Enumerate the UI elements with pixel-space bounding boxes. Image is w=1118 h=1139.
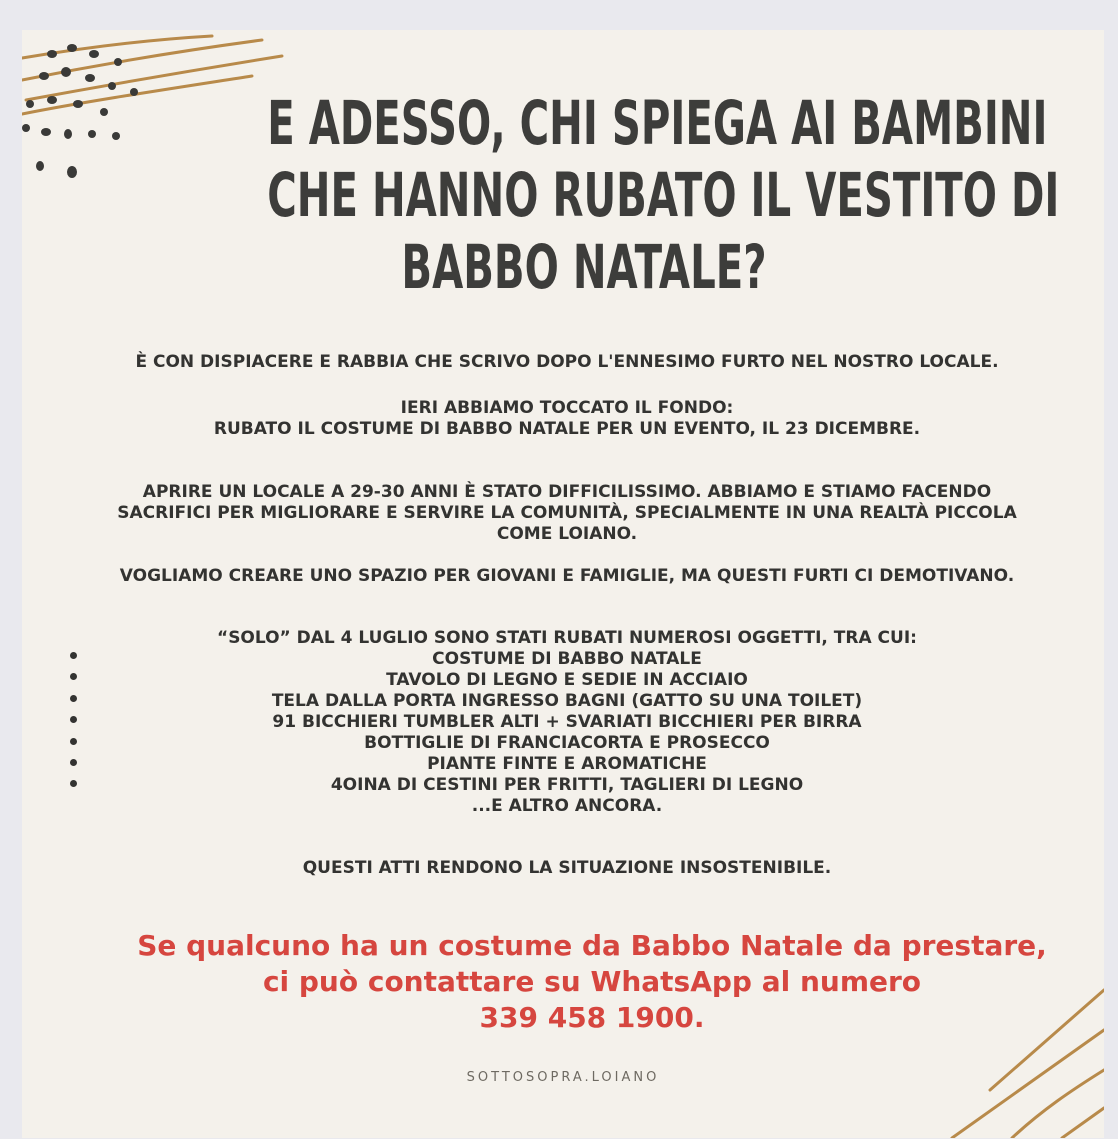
list-item: PIANTE FINTE E AROMATICHE	[427, 754, 707, 774]
list-intro: “SOLO” DAL 4 LUGLIO SONO STATI RUBATI NUMEROSI OGGETTI, TRA CUI:	[217, 628, 917, 648]
call-to-action	[62, 928, 1104, 1036]
post-card	[22, 30, 1104, 1138]
effort-paragraph	[52, 482, 1082, 545]
list-item: TAVOLO DI LEGNO E SEDIE IN ACCIAIO	[386, 670, 748, 690]
bullet-dot	[70, 738, 77, 745]
bullet-dot	[70, 652, 77, 659]
list-item: BOTTIGLIE DI FRANCIACORTA E PROSECCO	[364, 733, 770, 753]
conclusion-line: QUESTI ATTI RENDONO LA SITUAZIONE INSOSTENIBILE.	[302, 858, 832, 878]
list-item: COSTUME DI BABBO NATALE	[432, 649, 702, 669]
list-more: ...E ALTRO ANCORA.	[471, 796, 663, 816]
headline-line-1: E ADESSO, CHI SPIEGA AI BAMBINI	[267, 88, 1048, 159]
post-headline	[267, 88, 1060, 304]
headline-line-2: CHE HANNO RUBATO IL VESTITO DI	[267, 160, 1060, 231]
bullet-markers	[70, 652, 90, 802]
goal-line: VOGLIAMO CREARE UNO SPAZIO PER GIOVANI E FAMIGLIE, MA QUESTI FURTI CI DEMOTIVANO.	[119, 566, 1015, 586]
cta-line-2: ci può contattare su WhatsApp al numero	[262, 965, 922, 998]
goal-paragraph	[52, 566, 1082, 587]
intro-line: È CON DISPIACERE E RABBIA CHE SCRIVO DOPO L'ENNESIMO FURTO NEL NOSTRO LOCALE.	[135, 352, 999, 372]
cta-phone-number: 339 458 1900.	[479, 1001, 705, 1034]
bottom-line-1: IERI ABBIAMO TOCCATO IL FONDO:	[400, 398, 734, 418]
stolen-list-block	[52, 628, 1082, 817]
intro-paragraph	[52, 352, 1082, 373]
conclusion-paragraph	[52, 858, 1082, 879]
effort-line-2: SACRIFICI PER MIGLIORARE E SERVIRE LA COMUNITÀ, SPECIALMENTE IN UNA REALTÀ PICCOLA	[117, 503, 1017, 523]
top-left-dots	[22, 44, 138, 178]
bottom-line-paragraph	[52, 398, 1082, 440]
headline-line-3: BABBO NATALE?	[401, 232, 767, 303]
cta-line-1: Se qualcuno ha un costume da Babbo Natale da prestare,	[137, 929, 1047, 962]
bullet-dot	[70, 759, 77, 766]
list-item: TELA DALLA PORTA INGRESSO BAGNI (GATTO SU UNA TOILET)	[271, 691, 863, 711]
bottom-line-2: RUBATO IL COSTUME DI BABBO NATALE PER UN EVENTO, IL 23 DICEMBRE.	[213, 419, 921, 439]
account-signature: SOTTOSOPRA.LOIANO	[466, 1070, 660, 1085]
top-left-gold-strokes	[22, 36, 282, 114]
bullet-dot	[70, 673, 77, 680]
bullet-dot	[70, 780, 77, 787]
list-item: 91 BICCHIERI TUMBLER ALTI + SVARIATI BICCHIERI PER BIRRA	[272, 712, 862, 732]
list-item: 4OINA DI CESTINI PER FRITTI, TAGLIERI DI LEGNO	[330, 775, 804, 795]
effort-line-1: APRIRE UN LOCALE A 29-30 ANNI È STATO DIFFICILISSIMO. ABBIAMO E STIAMO FACENDO	[142, 482, 992, 502]
effort-line-3: COME LOIANO.	[496, 524, 638, 544]
bullet-dot	[70, 695, 77, 702]
bullet-dot	[70, 716, 77, 723]
